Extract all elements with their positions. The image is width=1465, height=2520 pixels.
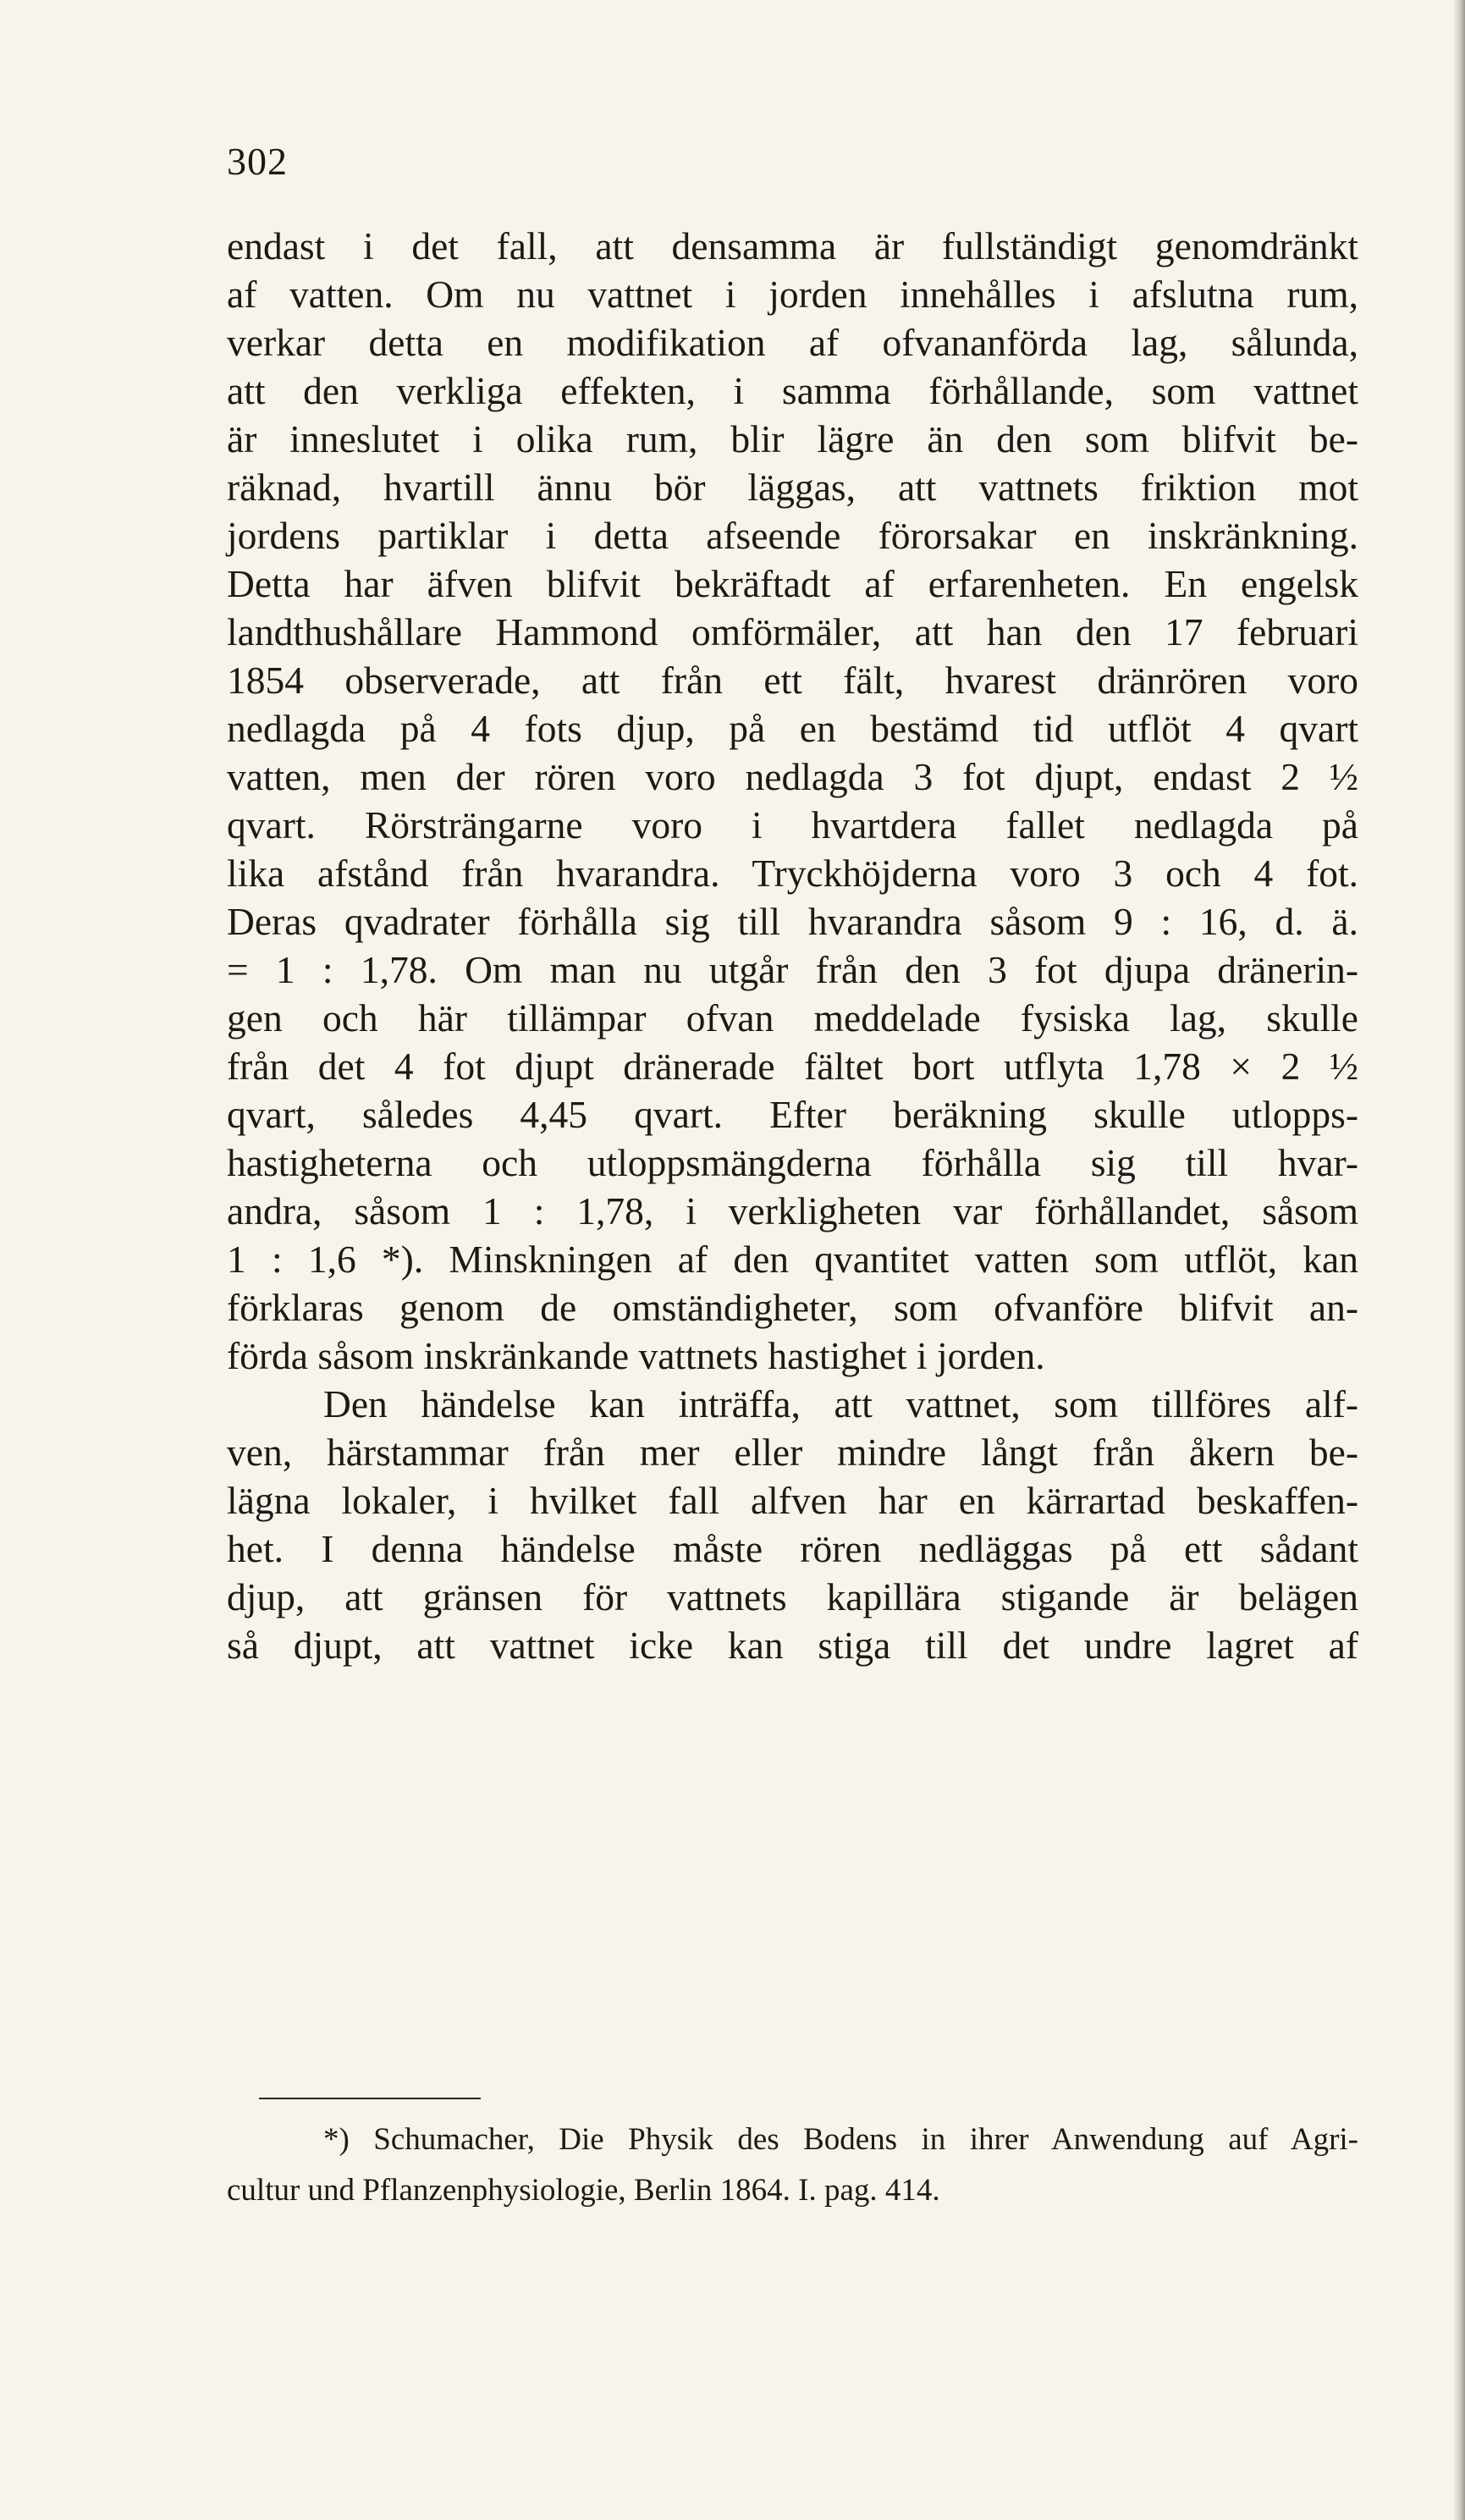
text-line: hastigheterna och utloppsmängderna förhålla sig till hvar- — [227, 1141, 1358, 1184]
text-line: qvart, således 4,45 qvart. Efter beräkning skulle utlopps- — [227, 1093, 1358, 1136]
text-line: så djupt, att vattnet icke kan stiga till det undre lagret af — [227, 1624, 1358, 1667]
text-line: lika afstånd från hvarandra. Tryckhöjderna voro 3 och 4 fot. — [227, 852, 1358, 895]
footnote-line: cultur und Pflanzenphysiologie, Berlin 1864. I. pag. 414. — [227, 2173, 940, 2208]
text-line: att den verkliga effekten, i samma förhållande, som vattnet — [227, 369, 1358, 412]
body-text — [227, 222, 1358, 1669]
footnote — [227, 2115, 1358, 2216]
text-line: djup, att gränsen för vattnets kapillära stigande är belägen — [227, 1575, 1358, 1618]
text-line: Deras qvadrater förhålla sig till hvarandra såsom 9 : 16, d. ä. — [227, 900, 1358, 943]
text-line: från det 4 fot djupt dränerade fältet bort utflyta 1,78 × 2 ½ — [227, 1045, 1358, 1088]
page-edge — [1453, 0, 1465, 2520]
text-line: nedlagda på 4 fots djup, på en bestämd tid utflöt 4 qvart — [227, 707, 1358, 750]
text-line: Detta har äfven blifvit bekräftadt af erfarenheten. En engelsk — [227, 562, 1358, 605]
page-number: 302 — [227, 140, 288, 183]
text-line: af vatten. Om nu vattnet i jorden innehålles i afslutna rum, — [227, 273, 1358, 316]
text-line: = 1 : 1,78. Om man nu utgår från den 3 fot djupa dränerin- — [227, 948, 1358, 991]
text-line: 1 : 1,6 *). Minskningen af den qvantitet vatten som utflöt, kan — [227, 1238, 1358, 1281]
text-line: Den händelse kan inträffa, att vattnet, som tillföres alf- — [323, 1382, 1358, 1425]
text-line: andra, såsom 1 : 1,78, i verkligheten var förhållandet, såsom — [227, 1189, 1358, 1232]
text-line: het. I denna händelse måste rören nedläggas på ett sådant — [227, 1527, 1358, 1570]
text-line: räknad, hvartill ännu bör läggas, att vattnets friktion mot — [227, 466, 1358, 509]
text-line: förda såsom inskränkande vattnets hastighet i jorden. — [227, 1334, 1045, 1377]
text-line: ven, härstammar från mer eller mindre långt från åkern be- — [227, 1431, 1358, 1474]
text-line: jordens partiklar i detta afseende förorsakar en inskränkning. — [227, 514, 1358, 557]
footnote-line: *) Schumacher, Die Physik des Bodens in ihrer Anwendung auf Agri- — [323, 2122, 1358, 2157]
text-line: gen och här tillämpar ofvan meddelade fysiska lag, skulle — [227, 996, 1358, 1039]
text-line: endast i det fall, att densamma är fullständigt genomdränkt — [227, 224, 1358, 267]
text-line: landthushållare Hammond omförmäler, att han den 17 februari — [227, 610, 1358, 653]
text-line: lägna lokaler, i hvilket fall alfven har en kärrartad beskaffen- — [227, 1479, 1358, 1522]
text-line: vatten, men der rören voro nedlagda 3 fot djupt, endast 2 ½ — [227, 755, 1358, 798]
footnote-divider — [259, 2098, 481, 2099]
text-line: qvart. Rörsträngarne voro i hvartdera fallet nedlagda på — [227, 803, 1358, 846]
text-line: förklaras genom de omständigheter, som ofvanföre blifvit an- — [227, 1286, 1358, 1329]
text-line: är inneslutet i olika rum, blir lägre än den som blifvit be- — [227, 417, 1358, 460]
text-line: verkar detta en modifikation af ofvananförda lag, sålunda, — [227, 321, 1358, 364]
text-line: 1854 observerade, att från ett fält, hvarest dränrören voro — [227, 659, 1358, 702]
